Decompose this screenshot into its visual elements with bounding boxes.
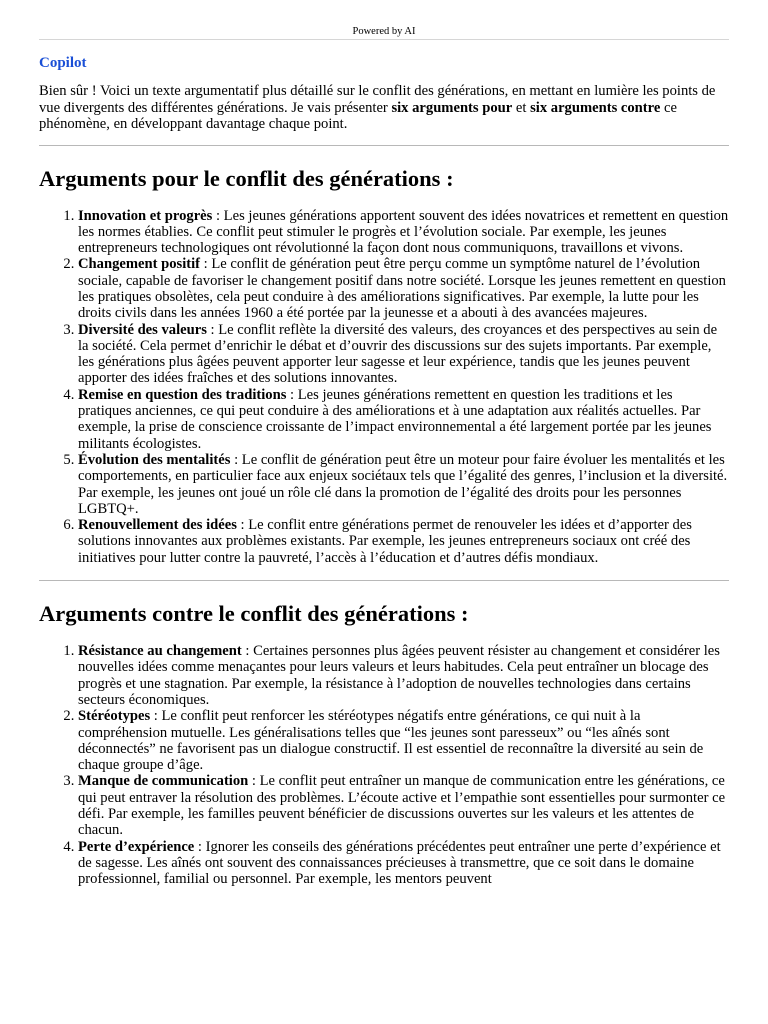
argument-term: Perte d’expérience [78, 838, 195, 855]
argument-term: Résistance au changement [78, 643, 242, 660]
argument-term: Remise en question des traditions [78, 386, 287, 403]
header-divider [39, 39, 729, 40]
argument-term: Changement positif [78, 256, 201, 273]
section-title-pour: Arguments pour le conflit des générations : [39, 165, 454, 191]
section-title-contre: Arguments contre le conflit des générations : [39, 601, 469, 627]
list-item [78, 208, 729, 257]
argument-text: : Le conflit de génération peut être un moteur pour faire évoluer les mentalités et les comportements, en particulier face aux enjeux sociétaux tels que l’égalité des genres, l’inclusion et la diversité. Par exemple, les jeunes ont joué un rôle clé dans la promotion de l’égalité des droits pour les personnes LGBTQ+. [78, 451, 728, 517]
argument-text: : Le conflit de génération peut être perçu comme un symptôme naturel de l’évolution sociale, capable de favoriser le changement positif dans notre société. Lorsque les jeunes remettent en question les pratiques obsolètes, cela peut conduire à des améliorations significatives. Par exemple, la lutte pour les droits civils dans les années 1960 a été portée par la jeunesse et a abouti à des avancées majeures. [78, 256, 726, 322]
list-item [78, 708, 729, 773]
argument-term: Renouvellement des idées [78, 517, 237, 534]
arguments-pour-list [39, 208, 729, 567]
intro-text: Bien sûr ! Voici un texte argumentatif plus détaillé sur le conflit des générations, en mettant en lumière les points de vue divergents des différentes générations. Je vais présenter [39, 83, 716, 116]
argument-text: : Ignorer les conseils des générations précédentes peut entraîner une perte d’expérience et de sagesse. Les aînés ont souvent des connaissances précieuses à transmettre, que ce soit dans le domaine professionnel, familial ou personnel. Par exemple, les mentors peuvent [78, 838, 721, 888]
argument-text: : Le conflit reflète la diversité des valeurs, des croyances et des perspectives au sein de la société. Cela permet d’enrichir le débat et d’ouvrir des discussions sur des sujets importants. Par exemple, les générations plus âgées peuvent apporter leur sagesse et leur expérience, tandis que les jeunes peuvent apporter des idées fraîches et des solutions innovantes. [78, 321, 718, 387]
list-item [78, 256, 729, 321]
list-item [78, 839, 729, 888]
argument-term: Évolution des mentalités [78, 451, 231, 468]
argument-term: Manque de communication [78, 773, 249, 790]
section-divider [39, 580, 729, 581]
list-item [78, 773, 729, 838]
intro-bold-pour: six arguments pour [391, 99, 513, 116]
arguments-contre-list [39, 643, 729, 887]
argument-text: : Certaines personnes plus âgées peuvent résister au changement et considérer les nouvelles idées comme menaçantes pour leurs valeurs et leurs habitudes. Cela peut entraîner un blocage des progrès et une stagnation. Par exemple, la résistance à l’adoption de nouvelles technologies dans certains secteurs économiques. [78, 643, 720, 708]
section-divider [39, 145, 729, 146]
intro-text: ce phénomène, en développant davantage chaque point. [39, 99, 677, 132]
assistant-name: Copilot [39, 55, 87, 71]
argument-text: : Les jeunes générations remettent en question les traditions et les pratiques anciennes, ce qui peut conduire à des améliorations et à une adaptation aux réalités actuelles. Par exemple, la prise de conscience croissante de l’impact environnemental a été largement portée par les jeunes militants écologistes. [78, 386, 712, 452]
argument-text: : Le conflit peut renforcer les stéréotypes négatifs entre générations, ce qui nuit à la compréhension mutuelle. Les généralisations telles que “les jeunes sont paresseux” ou “les aînés sont déconnectés” ne favorisent pas un dialogue constructif. Il est essentiel de reconnaître la diversité au sein de chaque groupe d’âge. [78, 708, 704, 774]
list-item [78, 322, 729, 387]
list-item [78, 387, 729, 452]
intro-text: et [512, 99, 531, 116]
list-item [78, 452, 729, 517]
intro-bold-contre: six arguments contre [530, 99, 661, 116]
argument-text: : Les jeunes générations apportent souvent des idées novatrices et remettent en question les normes établies. Ce conflit peut stimuler le progrès et l’évolution sociale. Par exemple, les jeunes entrepreneurs technologiques ont révolutionné la façon dont nous communiquons, travaillons et vivons. [78, 207, 729, 257]
list-item [78, 517, 729, 566]
argument-term: Diversité des valeurs [78, 321, 207, 338]
argument-term: Innovation et progrès [78, 207, 213, 224]
intro-paragraph [39, 83, 729, 133]
argument-text: : Le conflit entre générations permet de renouveler les idées et d’apporter des solutions innovantes aux problèmes existants. Par exemple, les jeunes entrepreneurs sociaux ont créé des initiatives pour lutter contre la pauvreté, l’accès à l’éducation et d’autres défis mondiaux. [78, 517, 692, 566]
argument-text: : Le conflit peut entraîner un manque de communication entre les générations, ce qui peut entraver la résolution des problèmes. L’écoute active et l’empathie sont essentielles pour surmonter ce défi. Par exemple, les familles peuvent bénéficier de discussions ouvertes sur les valeurs et les attentes de chacun. [78, 773, 726, 839]
powered-by-header: Powered by AI [352, 26, 416, 37]
list-item [78, 643, 729, 708]
argument-term: Stéréotypes [78, 708, 151, 725]
